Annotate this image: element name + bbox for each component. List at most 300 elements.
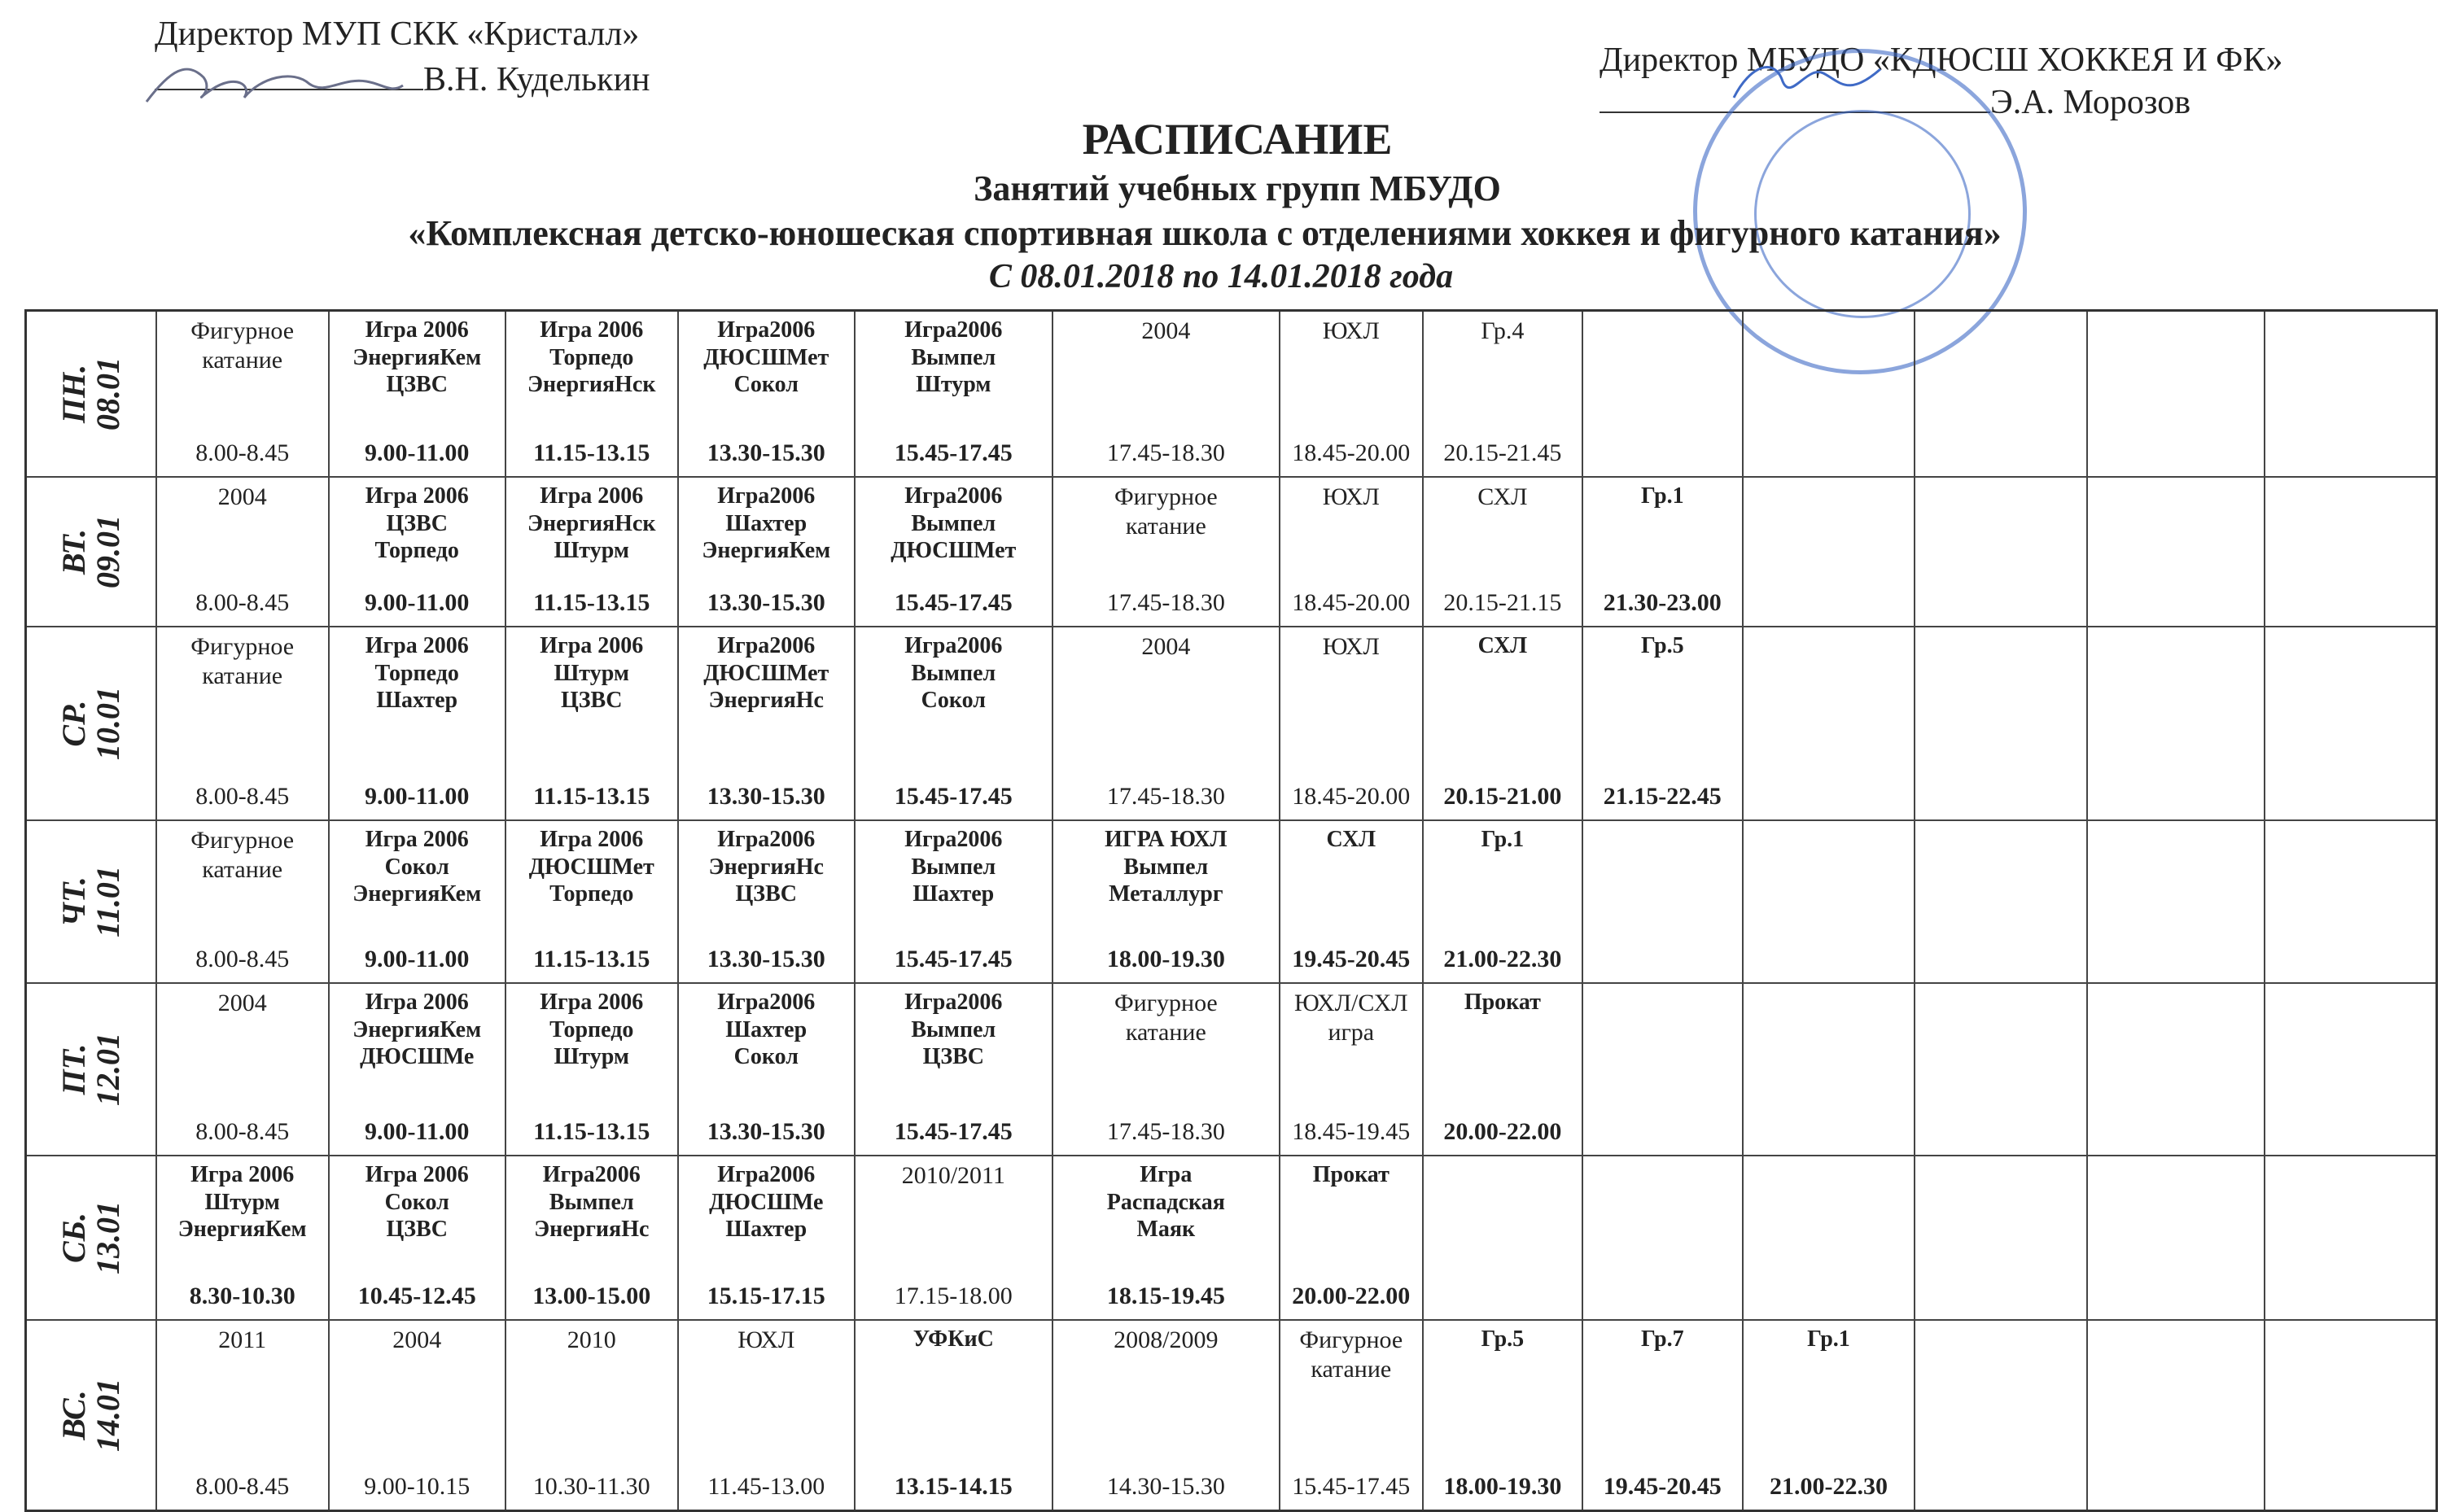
session-content [157, 984, 328, 1155]
session-content [1744, 627, 1915, 819]
session-content [1424, 1321, 1582, 1510]
session-cell [1743, 477, 1915, 627]
session-time: 14.30-15.30 [1106, 1473, 1225, 1500]
session-content [2088, 478, 2263, 626]
session-cell [2087, 477, 2264, 627]
session-time: 15.45-17.45 [894, 589, 1013, 616]
session-time: 18.45-20.00 [1292, 589, 1411, 616]
session-time: 18.00-19.30 [1106, 946, 1225, 972]
session-cell [156, 311, 329, 478]
session-content [1053, 627, 1279, 819]
session-group: Игра2006 ДЮСШМет ЭнергияНс [703, 633, 829, 714]
session-content [1744, 821, 1915, 982]
session-time: 13.30-15.30 [707, 946, 825, 972]
session-content [157, 627, 328, 819]
session-cell [1915, 627, 2087, 820]
session-time: 20.00-22.00 [1292, 1283, 1411, 1309]
session-content [2265, 1156, 2436, 1319]
session-content [679, 627, 854, 819]
session-content [1583, 821, 1741, 982]
day-cell [26, 627, 156, 820]
session-group: Гр.4 [1481, 317, 1525, 344]
session-content [1053, 821, 1279, 982]
day-label: ЧТ. 11.01 [55, 866, 126, 937]
session-cell [2087, 820, 2264, 983]
session-time: 21.00-22.30 [1443, 946, 1562, 972]
session-cell [1280, 820, 1423, 983]
session-time: 20.15-21.00 [1443, 783, 1562, 810]
session-content [157, 1156, 328, 1319]
session-cell [1582, 1156, 1742, 1320]
session-time: 11.15-13.15 [533, 589, 650, 616]
session-group: Игра2006 Шахтер ЭнергияКем [702, 483, 831, 564]
session-content [1744, 1156, 1915, 1319]
session-cell [329, 983, 505, 1156]
session-time: 15.45-17.45 [894, 439, 1013, 466]
session-group: 2004 [1141, 633, 1191, 660]
session-cell [855, 1156, 1053, 1320]
session-group: Игра 2006 Штурм ЭнергияКем [177, 1162, 307, 1243]
session-content [1280, 1321, 1422, 1510]
schedule-row [26, 1156, 2437, 1320]
session-cell [1915, 820, 2087, 983]
session-time: 15.45-17.45 [894, 783, 1013, 810]
session-cell [156, 1156, 329, 1320]
session-time: 9.00-11.00 [365, 1118, 470, 1145]
session-group: ЮХЛ/СХЛ игра [1293, 990, 1408, 1046]
session-content [2088, 1156, 2263, 1319]
session-content [2088, 1321, 2263, 1510]
day-cell [26, 477, 156, 627]
session-cell [1423, 627, 1582, 820]
session-content [506, 627, 677, 819]
session-content [1915, 984, 2086, 1155]
session-group: Гр.1 [1807, 1326, 1850, 1352]
session-time: 19.45-20.45 [1603, 1473, 1722, 1500]
session-cell [1053, 1156, 1280, 1320]
session-cell [156, 820, 329, 983]
session-content [679, 984, 854, 1155]
session-cell [1582, 983, 1742, 1156]
session-content [1915, 1321, 2086, 1510]
schedule-row [26, 311, 2437, 478]
day-label: ПН. 08.01 [55, 357, 126, 430]
session-content [506, 312, 677, 476]
session-time: 18.15-19.45 [1106, 1283, 1225, 1309]
session-group: Игра2006 ДЮСШМет Сокол [703, 317, 829, 398]
session-content [1744, 312, 1915, 476]
session-cell [1582, 627, 1742, 820]
session-content [157, 821, 328, 982]
session-cell [1053, 311, 1280, 478]
session-group: 2011 [218, 1326, 267, 1353]
day-cell [26, 983, 156, 1156]
session-content [1053, 312, 1279, 476]
session-cell [1423, 1156, 1582, 1320]
session-cell [855, 820, 1053, 983]
session-cell [1915, 983, 2087, 1156]
session-content [506, 1321, 677, 1510]
session-content [330, 627, 505, 819]
session-content [1280, 312, 1422, 476]
session-content [856, 1321, 1052, 1510]
session-content [1280, 984, 1422, 1155]
session-time: 17.45-18.30 [1106, 1118, 1225, 1145]
session-cell [1582, 820, 1742, 983]
session-content [856, 821, 1052, 982]
schedule-row [26, 477, 2437, 627]
session-cell [2265, 311, 2437, 478]
session-cell [2265, 477, 2437, 627]
session-group: Фигурное катание [1114, 990, 1218, 1046]
session-content [1424, 1156, 1582, 1319]
session-content [679, 1156, 854, 1319]
session-time: 8.00-8.45 [195, 946, 290, 972]
session-content [506, 478, 677, 626]
session-time: 11.15-13.15 [533, 439, 650, 466]
session-cell [1915, 477, 2087, 627]
schedule-period: С 08.01.2018 по 14.01.2018 года [988, 258, 1454, 295]
session-content [856, 312, 1052, 476]
session-cell [505, 1320, 678, 1511]
session-group: ЮХЛ [737, 1326, 795, 1353]
session-cell [1053, 820, 1280, 983]
session-content [1424, 312, 1582, 476]
session-group: Игра2006 Вымпел Шахтер [904, 827, 1003, 907]
session-cell [1582, 477, 1742, 627]
session-cell [329, 820, 505, 983]
session-group: Игра2006 Вымпел Сокол [904, 633, 1003, 714]
session-cell [1280, 311, 1423, 478]
session-time: 20.15-21.45 [1443, 439, 1562, 466]
session-cell [1280, 477, 1423, 627]
session-time: 9.00-11.00 [365, 946, 470, 972]
session-content [1053, 478, 1279, 626]
session-group: 2010/2011 [901, 1162, 1005, 1189]
session-group: Фигурное катание [1114, 483, 1218, 540]
session-time: 10.45-12.45 [357, 1283, 476, 1309]
schedule-row [26, 983, 2437, 1156]
title-block [0, 114, 2409, 296]
session-cell [1423, 983, 1582, 1156]
session-group: 2004 [217, 483, 267, 510]
session-group: Игра2006 Шахтер Сокол [717, 990, 816, 1070]
session-content [1583, 1321, 1741, 1510]
session-content [330, 1156, 505, 1319]
day-label: ВС. 14.01 [55, 1379, 126, 1452]
session-time: 9.00-10.15 [364, 1473, 470, 1500]
document-title: РАСПИСАНИЕ [1082, 115, 1393, 164]
session-cell [678, 1320, 855, 1511]
session-content [1915, 478, 2086, 626]
session-group: Игра 2006 ЭнергияНск Штурм [527, 483, 656, 564]
session-group: 2004 [217, 990, 267, 1016]
session-cell [1743, 983, 1915, 1156]
session-content [2265, 627, 2436, 819]
session-content [506, 1156, 677, 1319]
session-content [2265, 1321, 2436, 1510]
right-approver-name: Э.А. Морозов [1990, 84, 2191, 122]
session-cell [1743, 820, 1915, 983]
session-time: 9.00-11.00 [365, 783, 470, 810]
session-time: 11.15-13.15 [533, 783, 650, 810]
session-group: Игра 2006 ЭнергияКем ЦЗВС [352, 317, 482, 398]
left-signature [138, 45, 407, 118]
session-time: 8.00-8.45 [195, 1118, 290, 1145]
schedule-row [26, 820, 2437, 983]
session-cell [678, 983, 855, 1156]
session-cell [1915, 1156, 2087, 1320]
session-group: ИГРА ЮХЛ Вымпел Металлург [1105, 827, 1228, 907]
session-content [1583, 1156, 1741, 1319]
session-group: Гр.1 [1481, 827, 1525, 852]
session-cell [156, 1320, 329, 1511]
day-label: ПТ. 12.01 [55, 1033, 126, 1106]
session-cell [2087, 1320, 2264, 1511]
session-cell [156, 983, 329, 1156]
schedule-table [24, 309, 2438, 1512]
session-cell [1280, 983, 1423, 1156]
session-content [1053, 984, 1279, 1155]
session-cell [156, 627, 329, 820]
left-approver-title: Директор МУП СКК «Кристалл» [155, 15, 640, 53]
session-cell [505, 983, 678, 1156]
session-cell [2265, 1156, 2437, 1320]
session-time: 13.30-15.30 [707, 589, 825, 616]
session-cell [1915, 1320, 2087, 1511]
session-group: Игра2006 Вымпел ДЮСШМет [891, 483, 1017, 564]
session-cell [1053, 1320, 1280, 1511]
session-content [1915, 821, 2086, 982]
session-content [856, 984, 1052, 1155]
session-content [1424, 627, 1582, 819]
session-cell [329, 1156, 505, 1320]
session-cell [1280, 1320, 1423, 1511]
session-time: 8.00-8.45 [195, 589, 290, 616]
session-group: СХЛ [1326, 827, 1376, 852]
session-group: Игра 2006 ЭнергияКем ДЮСШМе [352, 990, 482, 1070]
session-cell [1280, 1156, 1423, 1320]
session-group: Игра 2006 ДЮСШМет Торпедо [528, 827, 654, 907]
session-content [679, 821, 854, 982]
session-cell [1053, 983, 1280, 1156]
session-content [2088, 821, 2263, 982]
session-cell [1423, 820, 1582, 983]
session-time: 18.45-19.45 [1292, 1118, 1411, 1145]
session-content [1424, 821, 1582, 982]
session-cell [678, 477, 855, 627]
session-group: Игра2006 ДЮСШМе Шахтер [709, 1162, 824, 1243]
session-group: УФКиС [912, 1326, 994, 1352]
session-group: Игра2006 Вымпел ЦЗВС [904, 990, 1003, 1070]
session-group: Фигурное катание [190, 827, 295, 883]
session-group: Фигурное катание [190, 317, 295, 374]
session-cell [855, 983, 1053, 1156]
session-group: Гр.5 [1640, 633, 1684, 658]
session-group: Прокат [1464, 990, 1541, 1015]
session-cell [156, 477, 329, 627]
session-time: 17.15-18.00 [894, 1283, 1013, 1309]
session-cell [329, 477, 505, 627]
session-group: Игра2006 ЭнергияНс ЦЗВС [708, 827, 824, 907]
right-approver-title: Директор МБУДО «КДЮСШ ХОККЕЯ И ФК» [1600, 42, 2283, 79]
session-time: 15.45-17.45 [894, 946, 1013, 972]
session-time: 13.00-15.00 [532, 1283, 651, 1309]
day-label: СБ. 13.01 [55, 1201, 126, 1274]
document-subtitle: Занятий учебных групп МБУДО [974, 168, 1501, 208]
session-group: 2004 [1141, 317, 1191, 344]
session-content [1583, 312, 1741, 476]
left-approver-name: В.Н. Куделькин [423, 61, 650, 99]
session-cell [1423, 311, 1582, 478]
session-content [330, 312, 505, 476]
session-cell [1053, 477, 1280, 627]
session-group: Фигурное катание [1299, 1326, 1403, 1383]
session-content [157, 478, 328, 626]
session-cell [1053, 627, 1280, 820]
session-content [856, 627, 1052, 819]
school-name: «Комплексная детско-юношеская спортивная школа с отделениями хоккея и фигурного катания» [408, 213, 2002, 253]
session-group: Игра2006 Вымпел ЭнергияНс [534, 1162, 650, 1243]
session-time: 18.00-19.30 [1443, 1473, 1562, 1500]
session-group: СХЛ [1477, 633, 1528, 658]
session-cell [2265, 983, 2437, 1156]
session-cell [1423, 477, 1582, 627]
day-cell [26, 820, 156, 983]
session-content [506, 821, 677, 982]
session-cell [678, 311, 855, 478]
session-group: 2008/2009 [1114, 1326, 1219, 1353]
session-content [679, 312, 854, 476]
session-group: 2004 [392, 1326, 442, 1353]
session-cell [1582, 1320, 1742, 1511]
session-cell [1743, 1320, 1915, 1511]
day-cell [26, 311, 156, 478]
session-group: Игра 2006 Штурм ЦЗВС [540, 633, 644, 714]
session-cell [505, 820, 678, 983]
session-cell [505, 1156, 678, 1320]
session-time: 20.00-22.00 [1443, 1118, 1562, 1145]
session-group: ЮХЛ [1322, 633, 1380, 660]
session-cell [505, 627, 678, 820]
session-time: 9.00-11.00 [365, 589, 470, 616]
session-content [1280, 478, 1422, 626]
session-time: 11.45-13.00 [707, 1473, 825, 1500]
session-group: СХЛ [1477, 483, 1528, 510]
session-time: 21.30-23.00 [1603, 589, 1722, 616]
session-group: Игра 2006 Сокол ЭнергияКем [352, 827, 482, 907]
session-time: 10.30-11.30 [532, 1473, 650, 1500]
session-content [856, 478, 1052, 626]
day-cell [26, 1320, 156, 1511]
session-cell [1743, 627, 1915, 820]
session-group: Фигурное катание [190, 633, 295, 689]
session-cell [505, 477, 678, 627]
session-content [330, 1321, 505, 1510]
day-cell [26, 1156, 156, 1320]
session-content [1280, 627, 1422, 819]
session-group: Гр.1 [1640, 483, 1684, 509]
session-cell [1915, 311, 2087, 478]
session-cell [329, 1320, 505, 1511]
day-label: СР. 10.01 [55, 687, 126, 760]
session-group: Игра 2006 Сокол ЦЗВС [365, 1162, 469, 1243]
session-content [856, 1156, 1052, 1319]
session-cell [2087, 311, 2264, 478]
session-cell [1743, 1156, 1915, 1320]
session-content [679, 1321, 854, 1510]
session-content [1053, 1156, 1279, 1319]
session-group: Игра 2006 Торпедо ЭнергияНск [527, 317, 656, 398]
session-content [2265, 821, 2436, 982]
session-content [2265, 984, 2436, 1155]
session-group: 2010 [567, 1326, 616, 1353]
session-content [2088, 984, 2263, 1155]
session-time: 9.00-11.00 [365, 439, 470, 466]
session-cell [2265, 627, 2437, 820]
session-content [157, 312, 328, 476]
session-cell [855, 627, 1053, 820]
session-content [1583, 984, 1741, 1155]
session-content [1280, 821, 1422, 982]
session-content [2265, 478, 2436, 626]
session-cell [2265, 820, 2437, 983]
session-time: 20.15-21.15 [1443, 589, 1562, 616]
session-group: ЮХЛ [1322, 483, 1380, 510]
session-content [1053, 1321, 1279, 1510]
session-cell [329, 627, 505, 820]
session-time: 8.00-8.45 [195, 1473, 290, 1500]
session-group: Игра Распадская Маяк [1106, 1162, 1225, 1243]
session-content [679, 478, 854, 626]
session-content [1424, 478, 1582, 626]
session-content [157, 1321, 328, 1510]
session-content [1583, 478, 1741, 626]
session-time: 17.45-18.30 [1106, 589, 1225, 616]
session-group: Игра 2006 Торпедо Штурм [540, 990, 644, 1070]
session-content [1915, 627, 2086, 819]
session-cell [2087, 627, 2264, 820]
session-group: Игра 2006 Торпедо Шахтер [365, 633, 469, 714]
session-content [1424, 984, 1582, 1155]
session-content [2265, 312, 2436, 476]
session-time: 11.15-13.15 [533, 1118, 650, 1145]
session-content [1744, 984, 1915, 1155]
session-time: 11.15-13.15 [533, 946, 650, 972]
session-content [2088, 627, 2263, 819]
session-cell [329, 311, 505, 478]
session-cell [855, 477, 1053, 627]
session-time: 8.00-8.45 [195, 783, 290, 810]
session-group: Гр.5 [1481, 1326, 1525, 1352]
session-content [1915, 1156, 2086, 1319]
session-content [1744, 1321, 1915, 1510]
session-time: 15.45-17.45 [894, 1118, 1013, 1145]
session-content [1583, 627, 1741, 819]
session-time: 8.30-10.30 [189, 1283, 295, 1309]
session-cell [1743, 311, 1915, 478]
session-time: 13.30-15.30 [707, 783, 825, 810]
session-cell [2265, 1320, 2437, 1511]
session-cell [1582, 311, 1742, 478]
session-cell [1423, 1320, 1582, 1511]
schedule-row [26, 627, 2437, 820]
session-cell [855, 311, 1053, 478]
session-group: ЮХЛ [1322, 317, 1380, 344]
session-time: 13.30-15.30 [707, 439, 825, 466]
session-content [2088, 312, 2263, 476]
session-time: 19.45-20.45 [1292, 946, 1411, 972]
